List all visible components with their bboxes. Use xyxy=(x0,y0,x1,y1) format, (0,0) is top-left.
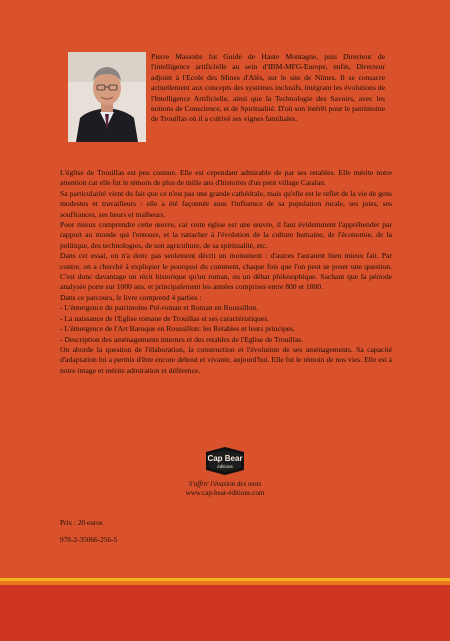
paragraph: Dans ce parcours, le livre comprend 4 parties : xyxy=(60,292,202,302)
price: Prix : 20 euros xyxy=(60,518,103,527)
closing-paragraph: On aborde la question de l'élaboration, la construction et l'évolution de ses aménagements. Sa capacité d'adaptation lui a permis d'être encore debout et vivante, aujourd'hui. Elle fut le témoin de nos vies. Elle est à notre image et mérite admiration et déférence. xyxy=(60,344,392,375)
footer-band xyxy=(0,585,450,641)
description xyxy=(60,168,392,376)
isbn: 978-2-35066-256-5 xyxy=(60,535,118,544)
list-item: - L'émergence de l'Art Baroque en Roussillon: les Retables et leurs principes. xyxy=(60,324,295,334)
publisher-website: www.cap-bear-éditions.com xyxy=(185,489,265,497)
list-item: - La naissance de l'Eglise romane de Trouillas et ses caractéristiques. xyxy=(60,313,270,323)
list-item: - Description des aménagements internes et des retables de l'Eglise de Trouillas. xyxy=(60,334,304,344)
publisher-block xyxy=(150,444,300,498)
svg-text:éditions: éditions xyxy=(217,464,233,469)
paragraph: L'église de Trouillas est peu connue. Elle est cependant admirable de par ses retables. Elle mérite notre attention car elle fut le témoin de plus de mille ans d'histoires d'un petit village Catalan. xyxy=(60,168,392,188)
list-item: - L'émergence du patrimoine Pré-roman et Roman en Roussillon. xyxy=(60,303,258,313)
paragraph: Dans cet essai, on n'a donc pas seulement décrit un monument : d'autres l'auraient bien mieux fait. Par contre, on a cherché à expliquer le pourquoi du comment, chaque fois que l'on peut se poser une question. C'est donc davantage un récit historique qu'un roman, ou un débat philosophique. Sachant que la période analysée porte sur 1000 ans, et principalement les années comprises entre 800 et 1800. xyxy=(60,251,392,292)
svg-text:Cap Bear: Cap Bear xyxy=(207,454,243,463)
author-portrait-image xyxy=(68,52,146,142)
parts-list xyxy=(60,303,392,345)
cap-bear-logo-icon xyxy=(202,444,248,476)
paragraph: Pour mieux comprendre cette œuvre, car cette église est une œuvre, il faut évidemment l'appréhender par rapport au monde qui l'entoure, et la rattacher à l'évolution de la culture humaine, de l'économie, de la politique, des technologies, de son agriculture, de sa spiritualité, etc. xyxy=(60,220,392,250)
author-bio: Pierre Massotte fut Guide de Haute Montagne, puis Directeur de l'intelligence artificielle au sein d'IBM-MFG-Europe, enfin, Directeur adjoint à l'Ecole des Mines d'Alès, sur le site de Nîmes. Il se consacre actuellement aux concepts des systèmes inclusifs, intégrant les évolutions de l'Intelligence Artificielle, ainsi que la Technologie des Savoirs, avec les notions de Conscience, et de Spiritualité. D'où son intérêt pour le patrimoine de Trouillas où il a cultivé ses vignes familiales. xyxy=(151,52,385,124)
author-photo xyxy=(68,52,146,142)
publisher-slogan: S'offrir l'évasion des mots xyxy=(188,480,262,488)
paragraph: Sa particularité vient du fait que ce n'est pas une grande cathédrale, mais qu'elle est le reflet de la vie de gens modestes et travailleurs : elle a été façonnée sous l'influence de sa population rurale, ses joies, ses souffrances, ses heurs et malheurs. xyxy=(60,188,392,219)
